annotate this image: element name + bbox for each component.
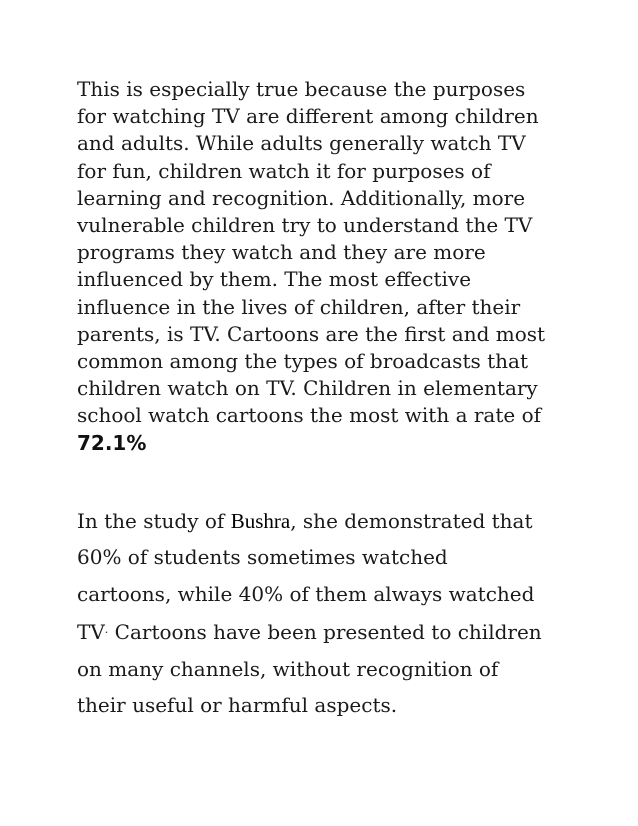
text-line: children watch on TV. Children in elementary: [77, 376, 538, 401]
text-fragment: , she demonstrated that: [290, 509, 533, 533]
text-line: common among the types of broadcasts that: [77, 349, 528, 374]
text-fragment: TV: [77, 620, 105, 645]
text-line: parents, is TV. Cartoons are the first and most: [77, 321, 546, 346]
text-fragment: Cartoons have been presented to children: [108, 620, 542, 645]
cartoon-rate-stat: 72.1%: [77, 430, 147, 455]
text-line: for fun, children watch it for purposes of: [77, 158, 491, 183]
superscript-mark: .: [104, 623, 109, 637]
paragraph-tv-purposes: [77, 76, 577, 457]
text-line: on many channels, without recognition of: [77, 656, 499, 681]
text-line: influenced by them. The most effective: [77, 267, 472, 292]
text-line: [77, 503, 577, 539]
text-line: vulnerable children try to understand the TV: [77, 213, 533, 238]
text-line: cartoons, while 40% of them always watched: [77, 581, 535, 606]
paragraph-bushra-study: [77, 503, 577, 723]
text-line: [77, 612, 577, 650]
text-line: for watching TV are different among children: [77, 104, 539, 129]
text-line: programs they watch and they are more: [77, 240, 486, 265]
text-line: This is especially true because the purposes: [77, 77, 526, 101]
text-line: learning and recognition. Additionally, more: [77, 185, 526, 210]
text-line: and adults. While adults generally watch TV: [77, 131, 526, 156]
text-line: school watch cartoons the most with a rate of: [77, 403, 542, 428]
text-line: 60% of students sometimes watched: [77, 545, 448, 570]
author-name: Bushra: [230, 509, 291, 533]
text-line: their useful or harmful aspects.: [77, 693, 398, 718]
text-line: influence in the lives of children, after their: [77, 294, 521, 319]
text-fragment: In the study of: [77, 509, 231, 533]
